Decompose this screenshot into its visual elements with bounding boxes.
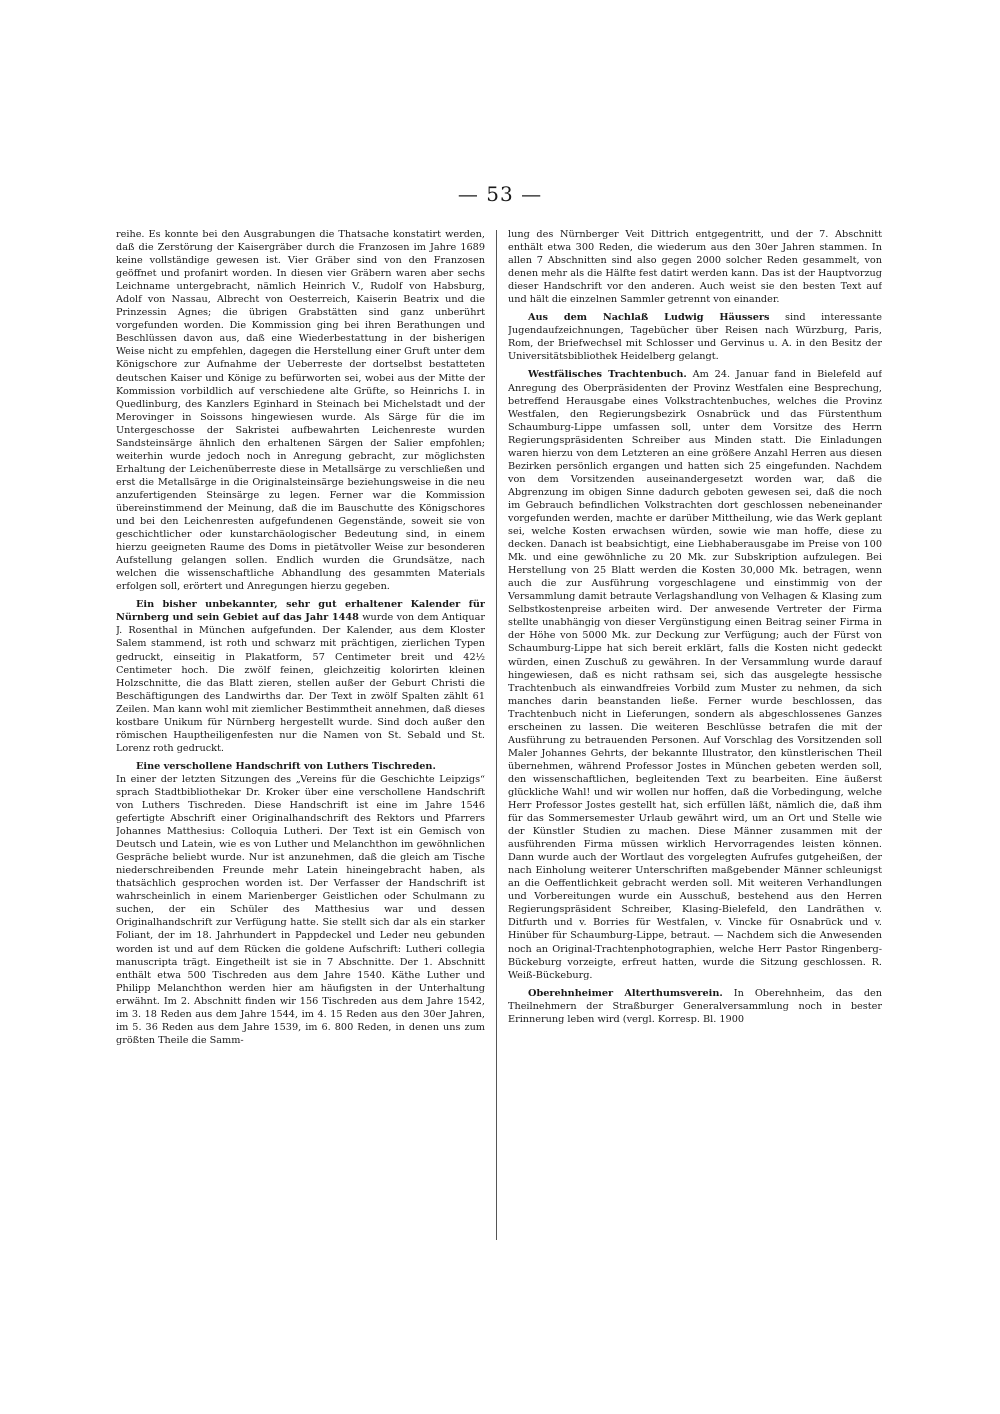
signature-weiss: R. Weiß-Bückeburg. <box>508 956 882 981</box>
left-column <box>116 228 485 1248</box>
heading-oberehnheim: Oberehnheimer Alterthumsverein. <box>528 987 723 999</box>
page-number: — 53 — <box>457 182 543 206</box>
section-tischreden-heading <box>116 760 485 773</box>
paragraph-kaisergraeber: reihe. Es konnte bei den Ausgrabungen die Thatsache konstatirt werden, daß die Zerstörung der Kaisergräber durch die Franzosen im Jahre 1689 keine vollständige gewesen ist. Vier Gräber sind von den Franzosen geöffnet und profanirt worden. In diesen vier Gräbern waren aber sechs Leichname untergebracht, nämlich Heinrich V., Rudolf von Habsburg, Adolf von Nassau, Albrecht von Oesterreich, Kaiserin Beatrix und die Prinzessin Agnes; die übrigen Grabstätten sind ganz unberührt vorgefunden worden. Die Kommission ging bei ihren Berathungen und Beschlüssen davon aus, daß eine Wiederbestattung in der bisherigen Weise nicht zu empfehlen, dagegen die Herstellung einer Gruft unter dem Königschore zur Aufnahme der Ueberreste der dortselbst bestatteten deutschen Kaiser und Könige zu befürworten sei, wobei aus der Mitte der Kommission vorbildlich auf verschiedene alte Grüfte, so Heinrichs I. in Quedlinburg, des Kanzlers Eginhard in Steinach bei Michelstadt und der Merovinger in Soissons hingewiesen wurde. Als Särge für die im Untergeschosse der Sakristei aufbewahrten Leichenreste wurden Sandsteinsärge ähnlich den erhaltenen Särgen der Salier empfohlen; weiterhin wurde jedoch noch in Anregung gebracht, zur möglichsten Erhaltung der Leichenüberreste diese in Metallsärge zu verschließen und erst die Metallsärge in die Originalsteinsärge beziehungsweise in die neu anzufertigenden Steinsärge zu legen. Ferner war die Kommission übereinstimmend der Meinung, daß die im Bauschutte des Königschores und bei den Leichenresten aufgefundenen Gegenstände, soweit sie von geschichtlicher oder kunstarchäologischer Bedeutung sind, in einem hierzu geeigneten Raume des Doms in pietätvoller Weise zur besonderen Aufstellung gelangen sollen. Endlich wurden die Grundsätze, nach welchen die wissenschaftliche Abhandlung des gesammten Materials erfolgen soll, erörtert und Anregungen hierzu gegeben. <box>116 229 485 593</box>
section-trachtenbuch <box>508 368 882 981</box>
heading-tischreden: Eine verschollene Handschrift von Luthers Tischreden. <box>136 760 436 772</box>
section-haeusser <box>508 311 882 363</box>
body-trachtenbuch: Am 24. Januar fand in Bielefeld auf Anregung des Oberpräsidenten der Provinz Westfalen eine Besprechung, betreffend Herausgabe eines Volkstrachtenbuches, welches die Provinz Westfalen, den Regierungsbezirk Osnabrück und das Fürstenthum Schaumburg-Lippe umfassen soll, unter dem Vorsitze des Herrn Regierungspräsidenten Schreiber aus Minden statt. Die Einladungen waren hierzu von dem Letzteren an eine größere Anzahl Herren aus diesen Bezirken persönlich ergangen und hatten sich 25 eingefunden. Nachdem von dem Vorsitzenden auseinandergesetzt worden war, daß die Abgrenzung im obigen Sinne dadurch geboten gewesen sei, daß die noch im Gebrauch befindlichen Volkstrachten dort geschlossen nebeneinander vorgefunden werden, machte er darüber Mittheilung, wie das Werk geplant sei, welche Kosten erwachsen würden, sowie wie man hoffe, diese zu decken. Danach ist beabsichtigt, eine Liebhaberausgabe im Preise von 100 Mk. und eine gewöhnliche zu 20 Mk. zur Subskription aufzulegen. Bei Herstellung von 25 Blatt werden die Kosten 30,000 Mk. betragen, wenn auch die zur Ausführung vorgeschlagene und einstimmig von der Versammlung damit betraute Verlagshandlung von Velhagen & Klasing zum Selbstkostenpreise arbeiten wird. Der anwesende Vertreter der Firma stellte unabhängig von dieser Vergünstigung einen Beitrag seiner Firma in der Höhe von 5000 Mk. zur Deckung zur Verfügung; auch der Fürst von Schaumburg-Lippe hat sich bereit erklärt, falls die Kosten nicht gedeckt würden, einen Zuschuß zu gewähren. In der Versammlung wurde darauf hingewiesen, daß es nicht rathsam sei, sich das ausgelegte hessische Trachtenbuch als einwandfreies Vorbild zum Muster zu nehmen, da sich manches darin beanstanden ließe. Ferner wurde beschlossen, das Trachtenbuch nicht in Lieferungen, sondern als abgeschlossenes Ganzes erscheinen zu lassen. Die weiteren Beschlüsse betrafen die mit der Ausführung zu betrauenden Personen. Auf Vorschlag des Vorsitzenden soll Maler Johannes Gehrts, der bekannte Illustrator, den künstlerischen Theil übernehmen, während Professor Jostes in München gebeten werden soll, den wissenschaftlichen, begleitenden Text zu bearbeiten. Eine äußerst glückliche Wahl! und wir wollen nur hoffen, daß die Vorbedingung, welche Herr Professor Jostes gestellt hat, sich erfüllen läßt, nämlich die, daß ihm für das Sommersemester Urlaub gewährt wird, um an Ort und Stelle wie der Künstler Studien zu machen. Diese Männer zusammen mit der ausführenden Firma müssen wirklich Hervorragendes leisten können. Dann wurde auch der Wortlaut des vorgelegten Aufrufes gutgeheißen, der nach Einholung weiterer Unterschriften maßgebender Männer schleunigst an die Oeffentlichkeit gebracht werden soll. Mit weiteren Verhandlungen und Vorbereitungen wurde ein Ausschuß, bestehend aus den Herren Regierungspräsident Schreiber, Klasing-Bielefeld, den Landräthen v. Ditfurth und v. Borries für Westfalen, v. Vincke für Osnabrück und v. Hinüber für Schaumburg-Lippe, betraut. — Nachdem sich die Anwesenden noch an Original-Trachtenphotographien, welche Herr Pastor Ringenberg-Bückeburg vorzeigte, erfreut hatten, wurde die Sitzung geschlossen. <box>508 369 882 968</box>
heading-kalender: Ein bisher unbekannter, sehr gut erhaltener Kalender für Nürnberg und sein Gebiet auf das Jahr 1448 <box>116 599 485 624</box>
heading-trachtenbuch: Westfälisches Trachtenbuch. <box>528 369 687 381</box>
column-divider <box>496 230 497 1240</box>
section-kalender <box>116 598 485 755</box>
section-oberehnheim <box>508 987 882 1026</box>
body-tischreden: In einer der letzten Sitzungen des „Vereins für die Geschichte Leipzigs“ sprach Stadtbibliothekar Dr. Kroker über eine verschollene Handschrift von Luthers Tischreden. Diese Handschrift ist eine im Jahre 1546 gefertigte Abschrift einer Originalhandschrift des Rektors und Pfarrers Johannes Matthesius: Colloquia Lutheri. Der Text ist ein Gemisch von Deutsch und Latein, wie es von Luther und Melanchthon im gewöhnlichen Gespräche beliebt wurde. Nur ist anzunehmen, daß die gleich am Tische niederschreibenden Freunde mehr Latein hineingebracht haben, als thatsächlich gesprochen worden ist. Der Verfasser der Handschrift ist wahrscheinlich in einem Marienberger Geistlichen oder Schulmann zu suchen, der ein Schüler des Matthesius war und dessen Originalhandschrift zur Verfügung hatte. Sie stellt sich dar als ein starker Foliant, der im 18. Jahrhundert in Pappdeckel und Leder neu gebunden worden ist und auf dem Rücken die goldene Aufschrift: Lutheri collegia manuscripta trägt. Eingetheilt ist sie in 7 Abschnitte. Der 1. Abschnitt enthält etwa 500 Tischreden aus dem Jahre 1540. Käthe Luther und Philipp Melanchthon werden hier am häufigsten in der Unterhaltung erwähnt. Im 2. Abschnitt finden wir 156 Tischreden aus dem Jahre 1542, im 3. 18 Reden aus dem Jahre 1544, im 4. 15 Reden aus den 30er Jahren, im 5. 36 Reden aus dem Jahre 1539, im 6. 800 Reden, in denen uns zum größten Theile die Samm- <box>116 773 485 1046</box>
body-kalender: wurde von dem Antiquar J. Rosenthal in München aufgefunden. Der Kalender, aus dem Kloster Salem stammend, ist roth und schwarz mit prächtigen, zierlichen Typen gedruckt, einseitig in Plakatform, 57 Centimeter breit und 42½ Centimeter hoch. Die zwölf feinen, gleichzeitig kolorirten kleinen Holzschnitte, die das Blatt zieren, stellen außer der Geburt Christi die Beschäftigungen des Landwirths dar. Der Text in zwölf Spalten zählt 61 Zeilen. Man kann wohl mit ziemlicher Bestimmtheit annehmen, daß dieses kostbare Unikum für Nürnberg hergestellt wurde. Sind doch außer den römischen Hauptheiligenfesten nur die Namen von St. Sebald und St. Lorenz roth gedruckt. <box>116 612 485 754</box>
body-haeusser: sind interessante Jugendaufzeichnungen, Tagebücher über Reisen nach Würzburg, Paris, Rom, der Briefwechsel mit Schlosser und Gervinus u. A. in den Besitz der Universitätsbibliothek Heidelberg gelangt. <box>508 312 882 363</box>
right-column <box>508 228 882 1246</box>
heading-haeusser: Aus dem Nachlaß Ludwig Häussers <box>528 312 770 324</box>
paragraph-tischreden-continued: lung des Nürnberger Veit Dittrich entgegentritt, und der 7. Abschnitt enthält etwa 300 Reden, die wiederum aus den 30er Jahren stammen. In allen 7 Abschnitten sind also gegen 2000 solcher Reden gesammelt, von denen mehr als die Hälfte fest datirt werden kann. Das ist der Hauptvorzug dieser Handschrift vor den anderen. Auch weist sie den besten Text auf und hält die einzelnen Sammler getrennt von einander. <box>508 229 882 306</box>
body-oberehnheim: In Oberehnheim, das den Theilnehmern der Straßburger Generalversammlung noch in bester Erinnerung leben wird (vergl. Korresp. Bl. 1900 <box>508 987 882 1025</box>
